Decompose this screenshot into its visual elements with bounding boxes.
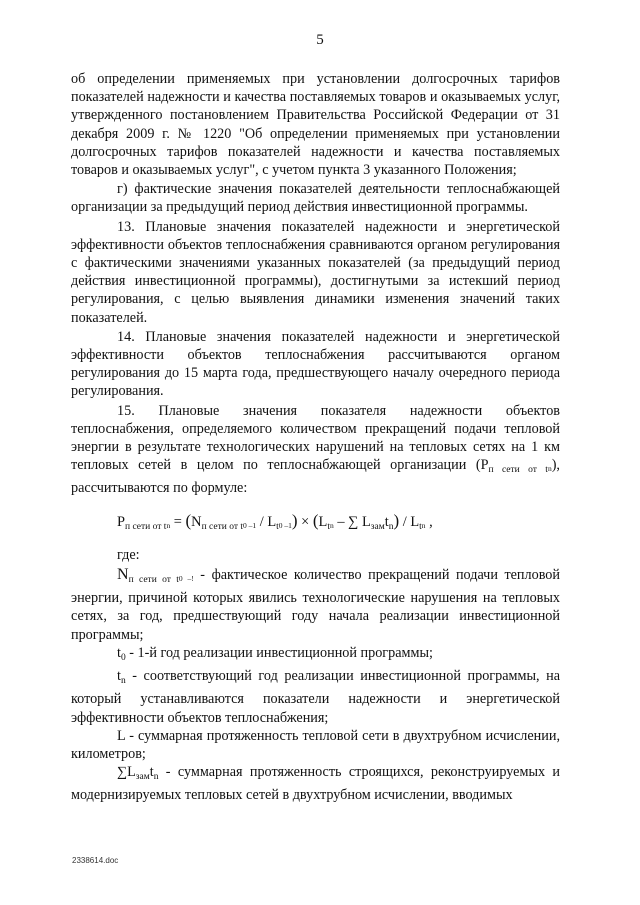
where-label: где: [117,546,140,563]
paragraph-14: 14. Плановые значения показателей надежности и энергетической эффективности объектов теплоснабжения рассчитываются органом регулирования до 15 марта года, предшествующего началу очередного периода регулирования. [71,328,560,400]
paragraph-continuation: об определении применяемых при установлении долгосрочных тарифов показателей надежности и качества поставляемых товаров и оказываемых услуг, утвержденного постановлением Правительства Российской Федерации от 31 декабря 2009 г. № 1220 "Об определении применяемых при установлении долгосрочных тарифов показателей надежности и качества поставляемых товаров и оказываемых услуг", с учетом пункта 3 указанного Положения; [71,71,560,179]
definition-t0: $t_0 - 1-й$ год реализации инвестиционной программы; [117,644,433,663]
definition-l: L - суммарная протяженность тепловой сети в двухтрубном исчислении, километров; [71,727,560,762]
paragraph-13: 13. Плановые значения показателей надежности и энергетической эффективности объектов теплоснабжения сравниваются органом регулирования с фактическими значениями указанных показателей (за предыдущий период действия инвестиционной программы), достигнутыми за истекший период регулирования, с целью выявления динамики изменения значений таких показателей. [71,218,560,326]
formula: $P_{п сети от t}n = (N_{п сети от t}0$ $-1 / L_t0$ $-1) \times (L_tn$ – ∑ $L_{зам}t_n) / L_tn$ , [117,510,433,532]
definition-n: $N_{п сети от t}0$ –! - фактическое количество прекращений подачи тепловой энергии, причиной которых явились технологические нарушения на тепловых сетях, за год, предшествующий году начала реализации инвестиционной программы; [71,566,560,643]
paragraph-15: 15. Плановые значения показателя надежности объектов теплоснабжения, определяемого количеством прекращений подачи тепловой энергии в результате технологических нарушений на тепловых сетях на 1 км тепловых сетей в целом по теплоснабжающей организации $(P_{п сети от t}n)$, рассчитываются по формуле: [71,402,560,497]
footer-filename: 2338614.doc [72,856,119,865]
document-body [71,70,560,805]
paragraph-item-g: г) фактические значения показателей деятельности теплоснабжающей организации за предыдущий период действия инвестиционной программы. [71,181,560,216]
definition-tn: $t_n$ - соответствующий год реализации инвестиционной программы, на который устанавливаются показатели надежности и энергетической эффективности объектов теплоснабжения; [71,668,560,726]
definition-sum-lzam: $\sum L_{зам}t_n$ - суммарная протяженность строящихся, реконструируемых и модернизируемых тепловых сетей в двухтрубном исчислении, вводимых [71,764,560,804]
page-number: 5 [316,32,324,48]
